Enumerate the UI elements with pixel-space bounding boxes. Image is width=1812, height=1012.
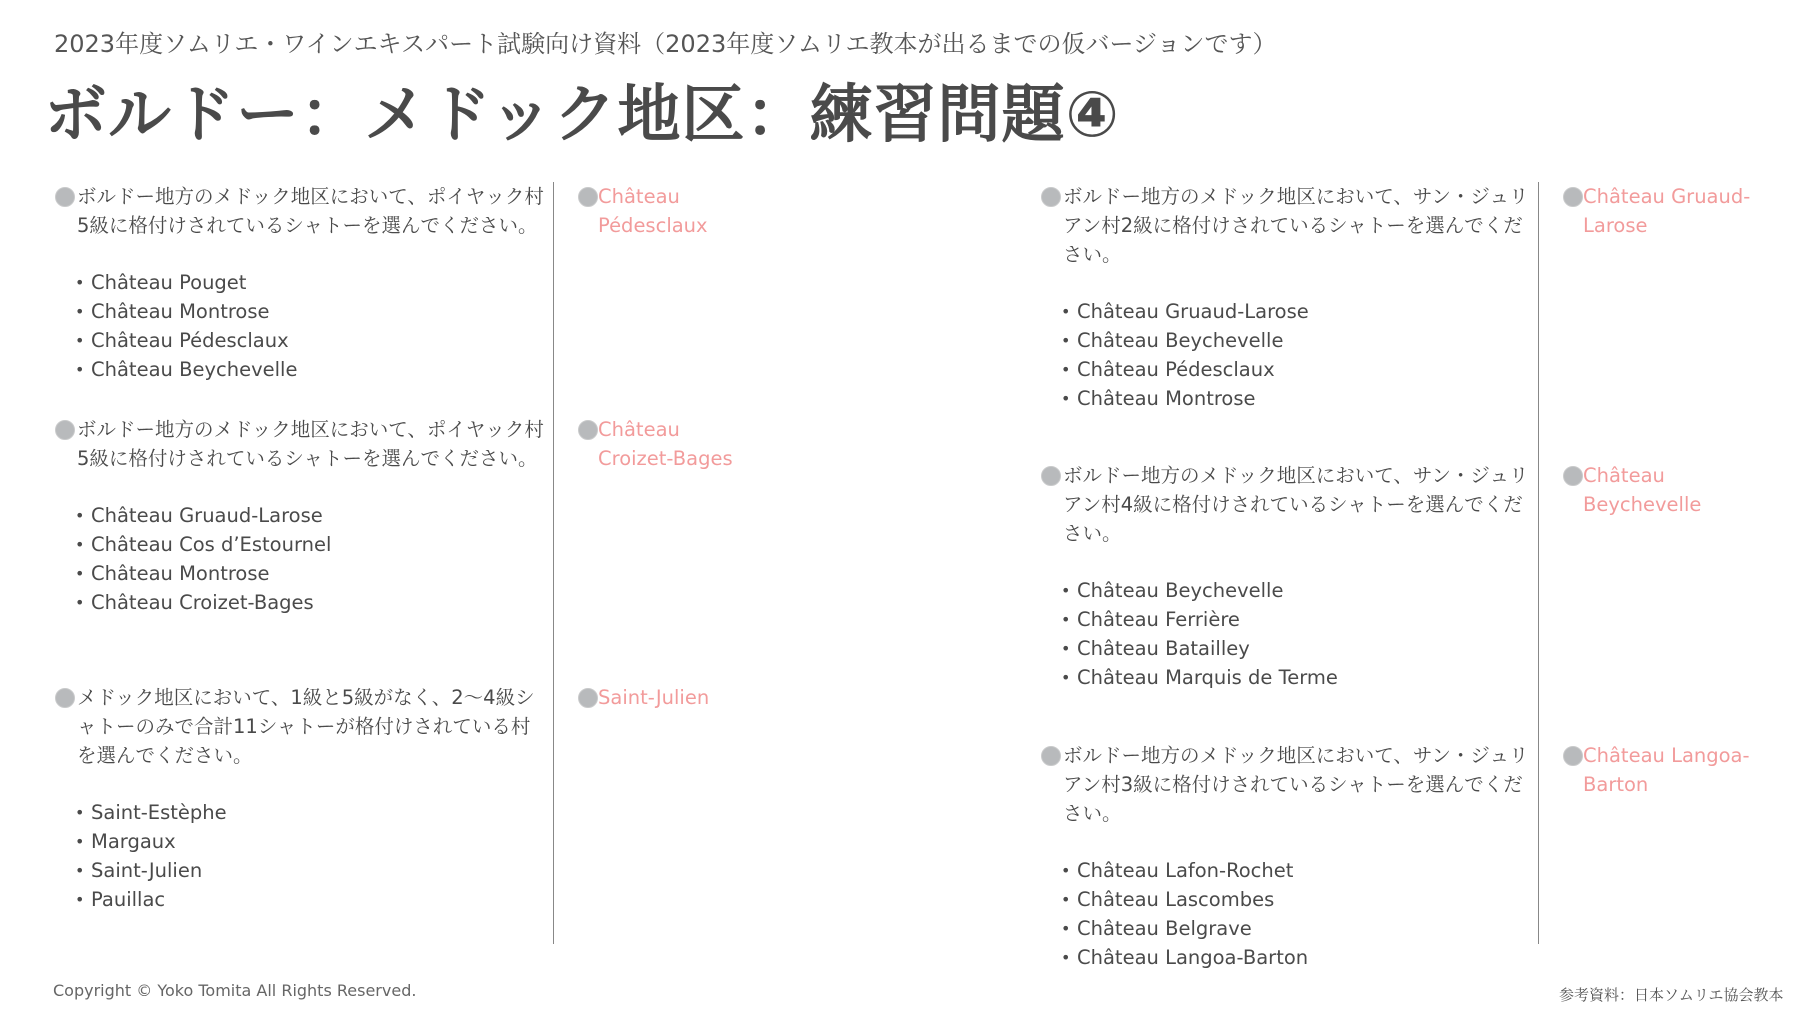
answer-text: Château Gruaud-Larose [1583, 185, 1751, 237]
question-text: メドック地区において、1級と5級がなく、2〜4級シャトーのみで合計11シャトーが格付けされている村を選んでください。 [77, 686, 535, 767]
option-item: • Château Belgrave [1061, 914, 1531, 943]
option-item: • Château Pédesclaux [75, 326, 545, 355]
question-4 [1041, 182, 1531, 413]
option-list [1041, 856, 1531, 972]
question-marker-icon [1041, 466, 1061, 486]
answer-3 [578, 683, 778, 712]
copyright-notice: Copyright © Yoko Tomita All Rights Reserved. [53, 981, 417, 1000]
question-text: ボルドー地方のメドック地区において、サン・ジュリアン村3級に格付けされているシャトーを選んでください。 [1063, 744, 1529, 825]
answer-marker-icon [578, 688, 598, 708]
option-item: • Château Beychevelle [75, 355, 545, 384]
answer-text: Château Beychevelle [1583, 464, 1702, 516]
answer-5 [1563, 461, 1703, 519]
question-marker-icon [55, 187, 75, 207]
answer-text: Château Pédesclaux [598, 185, 708, 237]
option-item: • Château Pédesclaux [1061, 355, 1531, 384]
answer-marker-icon [1563, 746, 1583, 766]
option-item: • Saint-Julien [75, 856, 545, 885]
answer-text: Saint-Julien [598, 686, 710, 709]
option-item: • Margaux [75, 827, 545, 856]
answer-marker-icon [578, 420, 598, 440]
question-marker-icon [55, 688, 75, 708]
option-item: • Château Lafon-Rochet [1061, 856, 1531, 885]
option-item: • Château Langoa-Barton [1061, 943, 1531, 972]
option-item: • Château Croizet-Bages [75, 588, 545, 617]
question-6 [1041, 741, 1531, 972]
answer-6 [1563, 741, 1753, 799]
option-item: • Château Marquis de Terme [1061, 663, 1531, 692]
option-item: • Saint-Estèphe [75, 798, 545, 827]
column-divider-left [553, 182, 554, 944]
question-marker-icon [1041, 187, 1061, 207]
answer-2 [578, 415, 753, 473]
answer-4 [1563, 182, 1753, 240]
option-item: • Château Beychevelle [1061, 576, 1531, 605]
reference-note: 参考資料：日本ソムリエ協会教本 [1559, 986, 1784, 1004]
question-marker-icon [1041, 746, 1061, 766]
option-item: • Château Lascombes [1061, 885, 1531, 914]
question-3 [55, 683, 545, 914]
answer-1 [578, 182, 778, 240]
question-text: ボルドー地方のメドック地区において、ポイヤック村5級に格付けされているシャトーを選んでください。 [77, 185, 544, 237]
column-divider-right [1538, 182, 1539, 944]
answer-text: Château Langoa-Barton [1583, 744, 1750, 796]
page-subtitle: 2023年度ソムリエ・ワインエキスパート試験向け資料（2023年度ソムリエ教本が出るまでの仮バージョンです） [54, 30, 1277, 58]
option-item: • Château Gruaud-Larose [1061, 297, 1531, 326]
option-list [55, 798, 545, 914]
option-item: • Château Pouget [75, 268, 545, 297]
option-item: • Château Montrose [75, 297, 545, 326]
option-list [55, 268, 545, 384]
question-1 [55, 182, 545, 384]
option-list [1041, 576, 1531, 692]
option-item: • Château Beychevelle [1061, 326, 1531, 355]
question-text: ボルドー地方のメドック地区において、ポイヤック村5級に格付けされているシャトーを選んでください。 [77, 418, 544, 470]
question-marker-icon [55, 420, 75, 440]
option-item: • Château Montrose [1061, 384, 1531, 413]
option-item: • Château Ferrière [1061, 605, 1531, 634]
answer-marker-icon [1563, 187, 1583, 207]
option-item: • Château Montrose [75, 559, 545, 588]
answer-marker-icon [1563, 466, 1583, 486]
option-item: • Château Batailley [1061, 634, 1531, 663]
option-list [55, 501, 545, 617]
question-text: ボルドー地方のメドック地区において、サン・ジュリアン村4級に格付けされているシャトーを選んでください。 [1063, 464, 1529, 545]
page-title: ボルドー：メドック地区：練習問題④ [44, 78, 1120, 151]
question-2 [55, 415, 545, 617]
answer-marker-icon [578, 187, 598, 207]
option-item: • Château Gruaud-Larose [75, 501, 545, 530]
question-text: ボルドー地方のメドック地区において、サン・ジュリアン村2級に格付けされているシャトーを選んでください。 [1063, 185, 1529, 266]
option-item: • Pauillac [75, 885, 545, 914]
answer-text: Château Croizet-Bages [598, 418, 733, 470]
option-list [1041, 297, 1531, 413]
option-item: • Château Cos d’Estournel [75, 530, 545, 559]
question-5 [1041, 461, 1531, 692]
